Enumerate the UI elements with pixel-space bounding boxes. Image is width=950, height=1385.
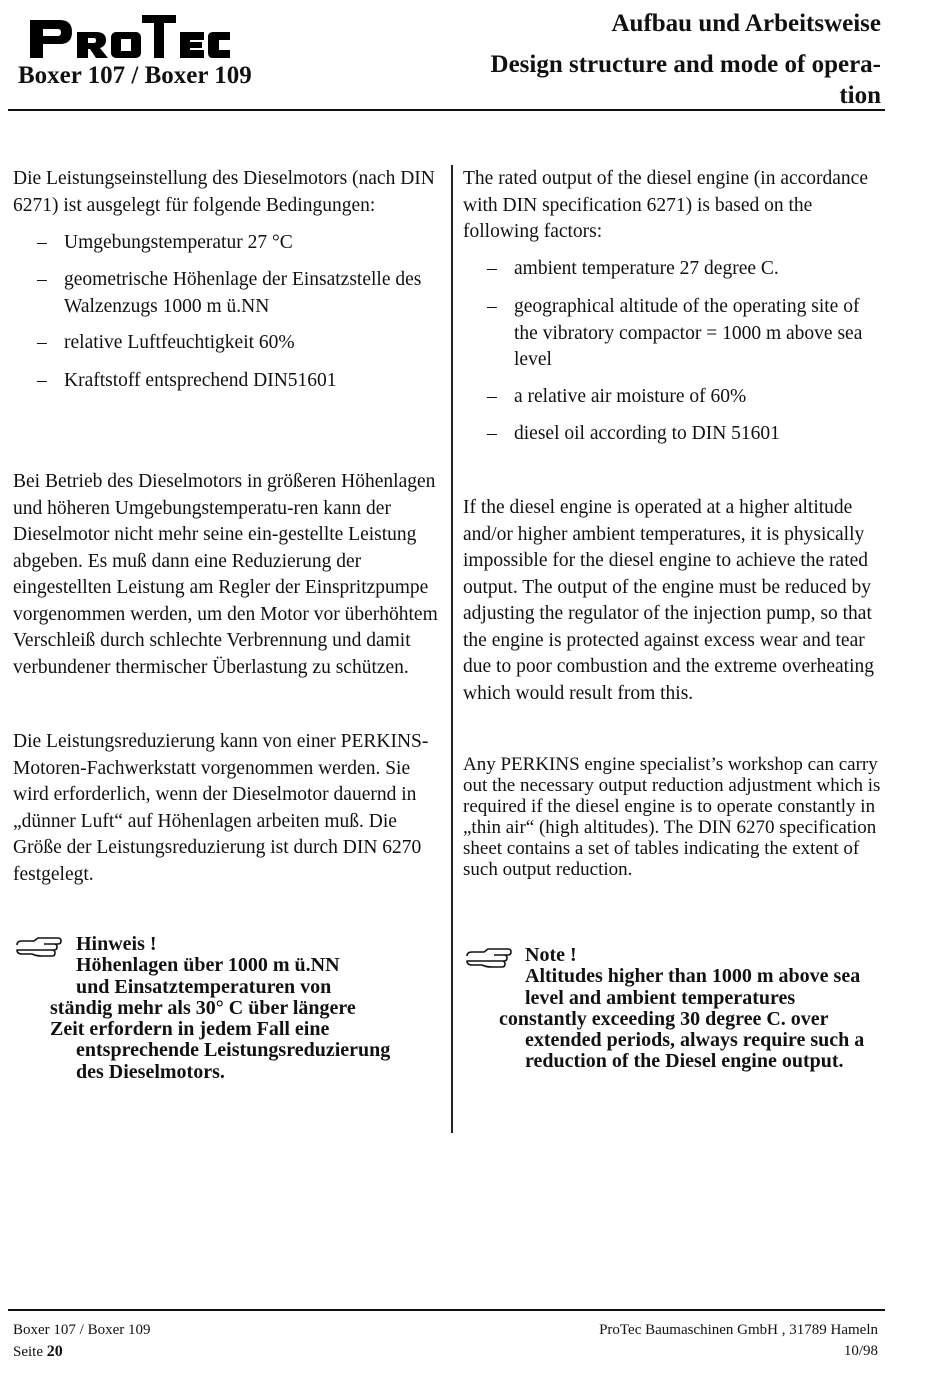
list-item bbox=[463, 294, 888, 374]
list-item-text: a relative air moisture of 60% bbox=[514, 386, 747, 407]
list-item bbox=[13, 230, 443, 257]
list-item bbox=[463, 256, 888, 283]
list-item bbox=[13, 267, 443, 320]
dash: – bbox=[487, 386, 497, 407]
note-line: Altitudes higher than 1000 m above sea bbox=[525, 965, 861, 988]
note-line: des Dieselmotors. bbox=[76, 1060, 225, 1083]
note-line: level and ambient temperatures bbox=[525, 986, 796, 1009]
list-item-text: Kraftstoff entsprechend DIN51601 bbox=[64, 370, 337, 391]
bullet-list-en-3 bbox=[463, 384, 888, 411]
list-item-text: geographical altitude of the operating site of the vibratory compactor = 1000 m above sea level bbox=[514, 296, 863, 370]
intro-en: The rated output of the diesel engine (in accordance with DIN specification 6271) is based on the following factors: bbox=[463, 168, 868, 242]
section-title-en-line1: Design structure and mode of opera- bbox=[490, 51, 881, 78]
bullet-list-de-3 bbox=[13, 330, 443, 357]
header-rule bbox=[8, 109, 885, 111]
note-line: ständig mehr als 30° C über längere bbox=[50, 996, 356, 1019]
bullet-list-de-2 bbox=[13, 267, 443, 320]
paragraph-altitude-de: Bei Betrieb des Dieselmotors in größeren Höhenlagen und höheren Umgebungstemperatu-ren kann der Dieselmotor nicht mehr seine ein-gestellte Leistung abgeben. Es muß dann eine Reduzierung der eingestellten Leistung am Regler der Einspritzpumpe vorgenommen werden, um den Motor vor überhöhtem Verschleiß durch schlechte Verbrennung und damit verbundener thermischer Überlastung zu schützen. bbox=[13, 471, 438, 678]
note-line: und Einsatztemperaturen von bbox=[76, 975, 332, 998]
footer-company: ProTec Baumaschinen GmbH , 31789 Hameln bbox=[599, 1322, 878, 1338]
dash: – bbox=[487, 258, 497, 279]
paragraph-altitude-en: If the diesel engine is operated at a higher altitude and/or higher ambient temperatures, it is physically impossible for the diesel engine to achieve the rated output. The output of the engine must be reduced by adjusting the regulator of the injection pump, so that the engine is protected against excess wear and tear due to poor combustion and the extreme overheating which would result from this. bbox=[463, 497, 875, 704]
page-number: 20 bbox=[46, 1343, 63, 1360]
column-divider bbox=[451, 165, 453, 1133]
list-item-text: relative Luftfeuchtigkeit 60% bbox=[64, 332, 295, 353]
note-title-de: Hinweis ! bbox=[76, 933, 157, 955]
dash: – bbox=[487, 296, 497, 317]
section-title-de: Aufbau und Arbeitsweise bbox=[611, 10, 881, 37]
note-title-en: Note ! bbox=[525, 944, 577, 966]
protec-logo bbox=[30, 10, 230, 66]
paragraph-workshop-de: Die Leistungsreduzierung kann von einer PERKINS-Motoren-Fachwerkstatt vorgenommen werden. Sie wird erforderlich, wenn der Dieselmotor dauernd in „dünner Luft“ auf Höhenlagen arbeiten muß. Die Größe der Leistungsreduzierung ist durch DIN 6270 festgelegt. bbox=[13, 731, 429, 885]
list-item bbox=[463, 384, 888, 411]
bullet-list-en bbox=[463, 256, 888, 283]
intro-de: Die Leistungseinstellung des Dieselmotors (nach DIN 6271) ist ausgelegt für folgende Bedingungen: bbox=[13, 168, 435, 216]
footer-rule bbox=[8, 1309, 885, 1311]
footer-date: 10/98 bbox=[843, 1343, 878, 1359]
note-line: reduction of the Diesel engine output. bbox=[525, 1050, 844, 1073]
list-item bbox=[13, 330, 443, 357]
note-line: extended periods, always require such a bbox=[525, 1029, 865, 1052]
page-label: Seite bbox=[13, 1344, 43, 1360]
dash: – bbox=[487, 423, 497, 444]
footer-page bbox=[13, 1343, 63, 1361]
note-en bbox=[499, 945, 864, 1073]
bullet-list-en-2 bbox=[463, 294, 888, 374]
note-line: constantly exceeding 30 degree C. over bbox=[499, 1007, 829, 1030]
list-item-text: ambient temperature 27 degree C. bbox=[514, 258, 779, 279]
list-item bbox=[463, 421, 888, 448]
paragraph-workshop-en: Any PERKINS engine specialist’s workshop can carry out the necessary output reduction adjustment which is required if the diesel engine is to operate constantly in „thin air“ (high altitudes). The DIN 6270 specification sheet contains a set of tables indicating the extent of such output reduction. bbox=[463, 754, 881, 880]
note-line: entsprechende Leistungsreduzierung bbox=[76, 1039, 391, 1062]
dash: – bbox=[37, 332, 47, 353]
list-item-text: diesel oil according to DIN 51601 bbox=[514, 423, 780, 444]
dash: – bbox=[37, 370, 47, 391]
section-title-en-line2: tion bbox=[839, 82, 881, 109]
model-title: Boxer 107 / Boxer 109 bbox=[18, 62, 252, 89]
dash: – bbox=[37, 232, 47, 253]
list-item-text: Umgebungstemperatur 27 °C bbox=[64, 232, 293, 253]
list-item bbox=[13, 368, 443, 395]
dash: – bbox=[37, 269, 47, 290]
note-de bbox=[50, 934, 390, 1083]
bullet-list-de bbox=[13, 230, 443, 257]
footer-model: Boxer 107 / Boxer 109 bbox=[13, 1322, 151, 1338]
bullet-list-de-4 bbox=[13, 368, 443, 395]
section-title-en bbox=[491, 49, 881, 111]
note-line: Höhenlagen über 1000 m ü.NN bbox=[76, 954, 340, 977]
bullet-list-en-4 bbox=[463, 421, 888, 448]
note-line: Zeit erfordern in jedem Fall eine bbox=[50, 1018, 330, 1041]
list-item-text: geometrische Höhenlage der Einsatzstelle des Walzenzugs 1000 m ü.NN bbox=[64, 269, 422, 317]
